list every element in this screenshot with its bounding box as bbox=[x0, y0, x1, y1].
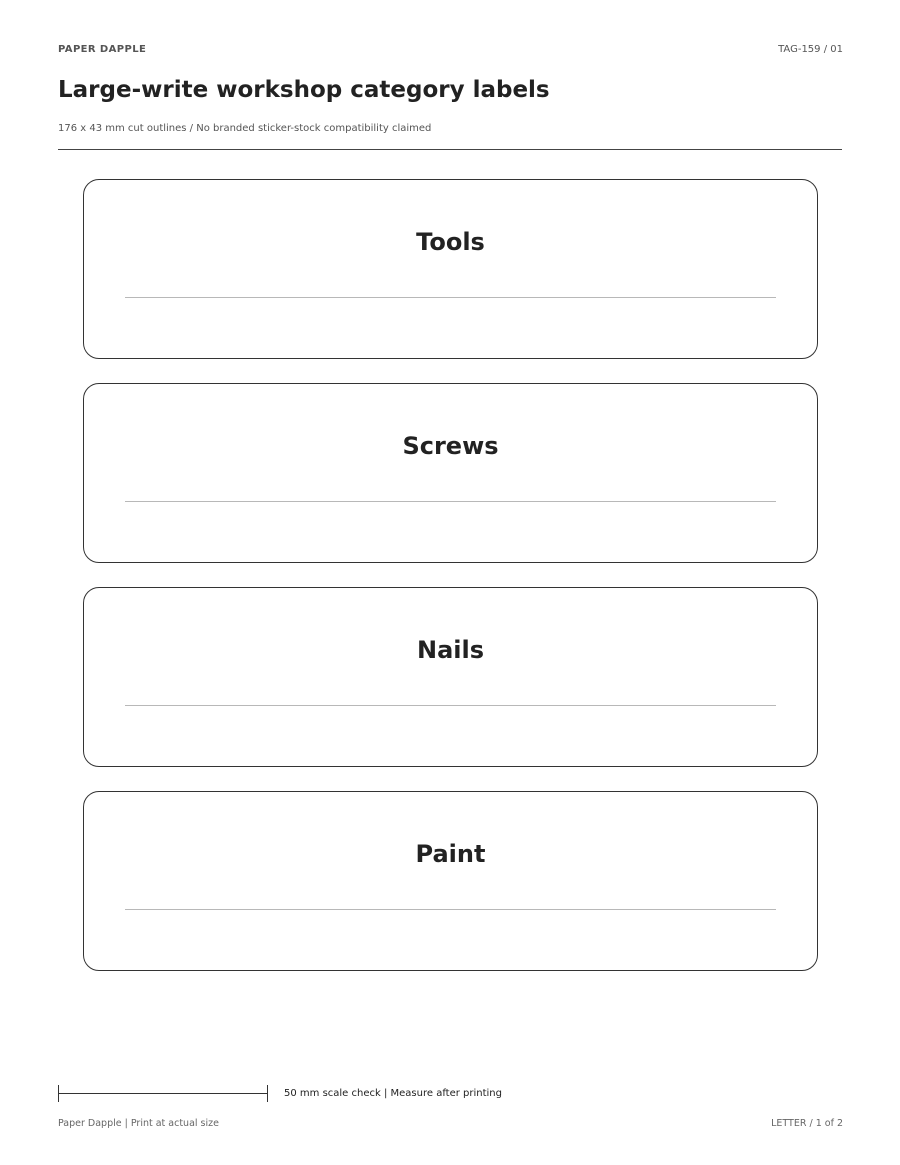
label-text: Screws bbox=[402, 432, 499, 460]
footer-left: Paper Dapple | Print at actual size bbox=[58, 1118, 219, 1129]
document-code: TAG-159 / 01 bbox=[778, 44, 843, 55]
label-card bbox=[83, 179, 818, 359]
write-line bbox=[125, 909, 776, 910]
brand-name: PAPER DAPPLE bbox=[58, 44, 147, 55]
header-divider bbox=[58, 149, 842, 150]
label-card bbox=[83, 383, 818, 563]
label-text: Tools bbox=[416, 228, 485, 256]
write-line bbox=[125, 705, 776, 706]
scale-bar-tick-left bbox=[58, 1085, 59, 1102]
label-card bbox=[83, 587, 818, 767]
page-subtitle: 176 x 43 mm cut outlines / No branded sticker-stock compatibility claimed bbox=[58, 123, 432, 134]
scale-bar-tick-right bbox=[267, 1085, 268, 1102]
write-line bbox=[125, 297, 776, 298]
label-sheet bbox=[83, 179, 818, 995]
label-text: Paint bbox=[415, 840, 486, 868]
scale-bar-line bbox=[58, 1093, 268, 1094]
write-line bbox=[125, 501, 776, 502]
footer-right: LETTER / 1 of 2 bbox=[771, 1118, 843, 1129]
label-card bbox=[83, 791, 818, 971]
label-text: Nails bbox=[416, 636, 485, 664]
page-title: Large-write workshop category labels bbox=[58, 77, 550, 103]
scale-bar bbox=[58, 1085, 268, 1103]
scale-note: 50 mm scale check | Measure after printing bbox=[284, 1088, 502, 1099]
